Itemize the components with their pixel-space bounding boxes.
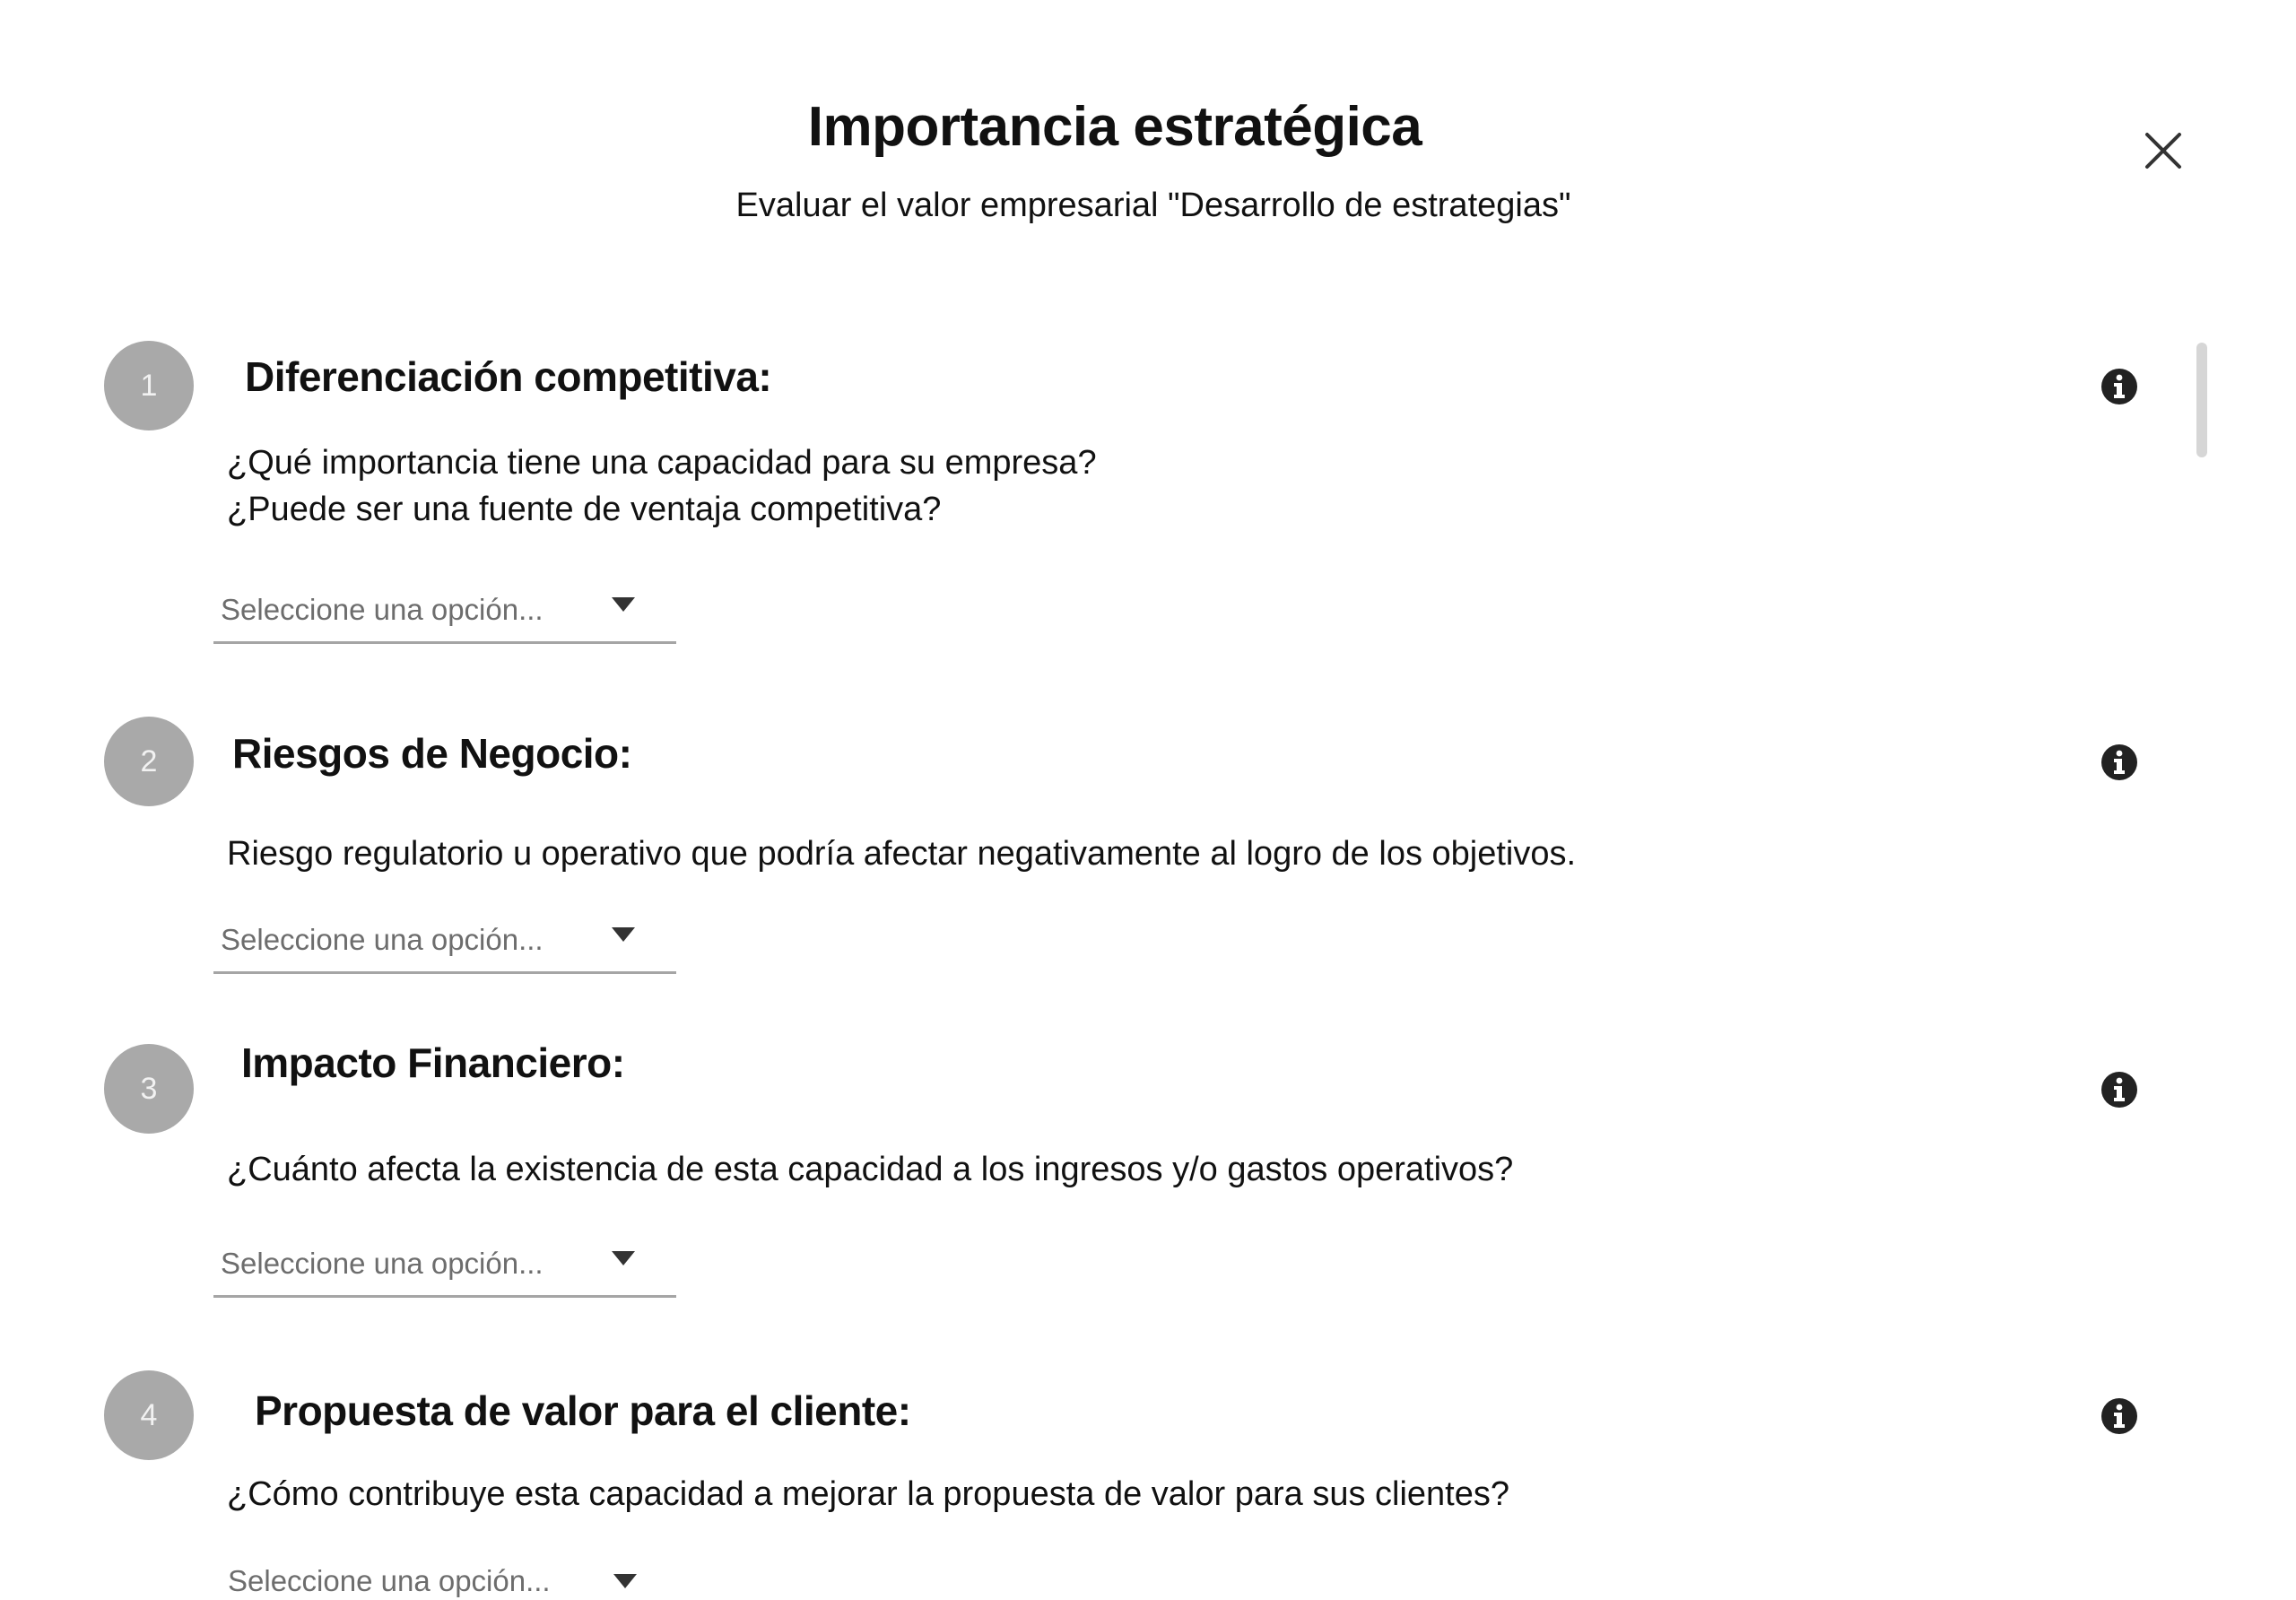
info-button[interactable] [2100,743,2138,781]
select-placeholder: Seleccione una opción... [228,1564,551,1597]
question-title: Riesgos de Negocio: [232,730,632,777]
info-icon [2100,1071,2138,1109]
select-underline [213,641,676,644]
question-description-line: Riesgo regulatorio u operativo que podría afectar negativamente al logro de los objetivos. [227,835,1577,873]
select-underline [213,1295,676,1298]
select-placeholder: Seleccione una opción... [221,1247,544,1280]
select-placeholder: Seleccione una opción... [221,923,544,956]
select-underline [213,971,676,974]
dialog-subtitle: Evaluar el valor empresarial "Desarrollo de estrategias" [735,187,1571,224]
dialog-title: Importancia estratégica [807,96,1422,158]
close-icon [2144,131,2183,170]
step-number-badge: 1 [104,341,194,430]
info-button[interactable] [2100,1071,2138,1109]
question-description-line: ¿Cuánto afecta la existencia de esta capacidad a los ingresos y/o gastos operativos? [227,1151,1514,1188]
chevron-down-icon [613,1574,637,1588]
importance-select[interactable] [213,581,676,644]
importance-select[interactable] [221,1552,683,1600]
info-icon [2100,743,2138,781]
chevron-down-icon [612,1251,635,1265]
scrollbar-thumb[interactable] [2196,343,2207,457]
info-button[interactable] [2100,1397,2138,1435]
close-button[interactable] [2135,122,2192,179]
importance-select[interactable] [213,911,676,974]
chevron-down-icon [612,927,635,942]
step-number-badge: 3 [104,1044,194,1134]
question-description-line: ¿Cómo contribuye esta capacidad a mejorar la propuesta de valor para sus clientes? [227,1475,1509,1513]
importance-select[interactable] [213,1235,676,1298]
question-description-line: ¿Qué importancia tiene una capacidad para su empresa? [227,444,1097,482]
info-icon [2100,1397,2138,1435]
question-description-line: ¿Puede ser una fuente de ventaja competitiva? [227,491,942,528]
select-placeholder: Seleccione una opción... [221,593,544,626]
scrollbar[interactable] [2196,335,2210,1555]
chevron-down-icon [612,597,635,612]
question-title: Diferenciación competitiva: [245,353,772,400]
step-number-badge: 2 [104,717,194,806]
info-button[interactable] [2100,368,2138,405]
step-number-badge: 4 [104,1370,194,1460]
info-icon [2100,368,2138,405]
question-title: Impacto Financiero: [241,1039,625,1086]
question-title: Propuesta de valor para el cliente: [255,1387,911,1434]
